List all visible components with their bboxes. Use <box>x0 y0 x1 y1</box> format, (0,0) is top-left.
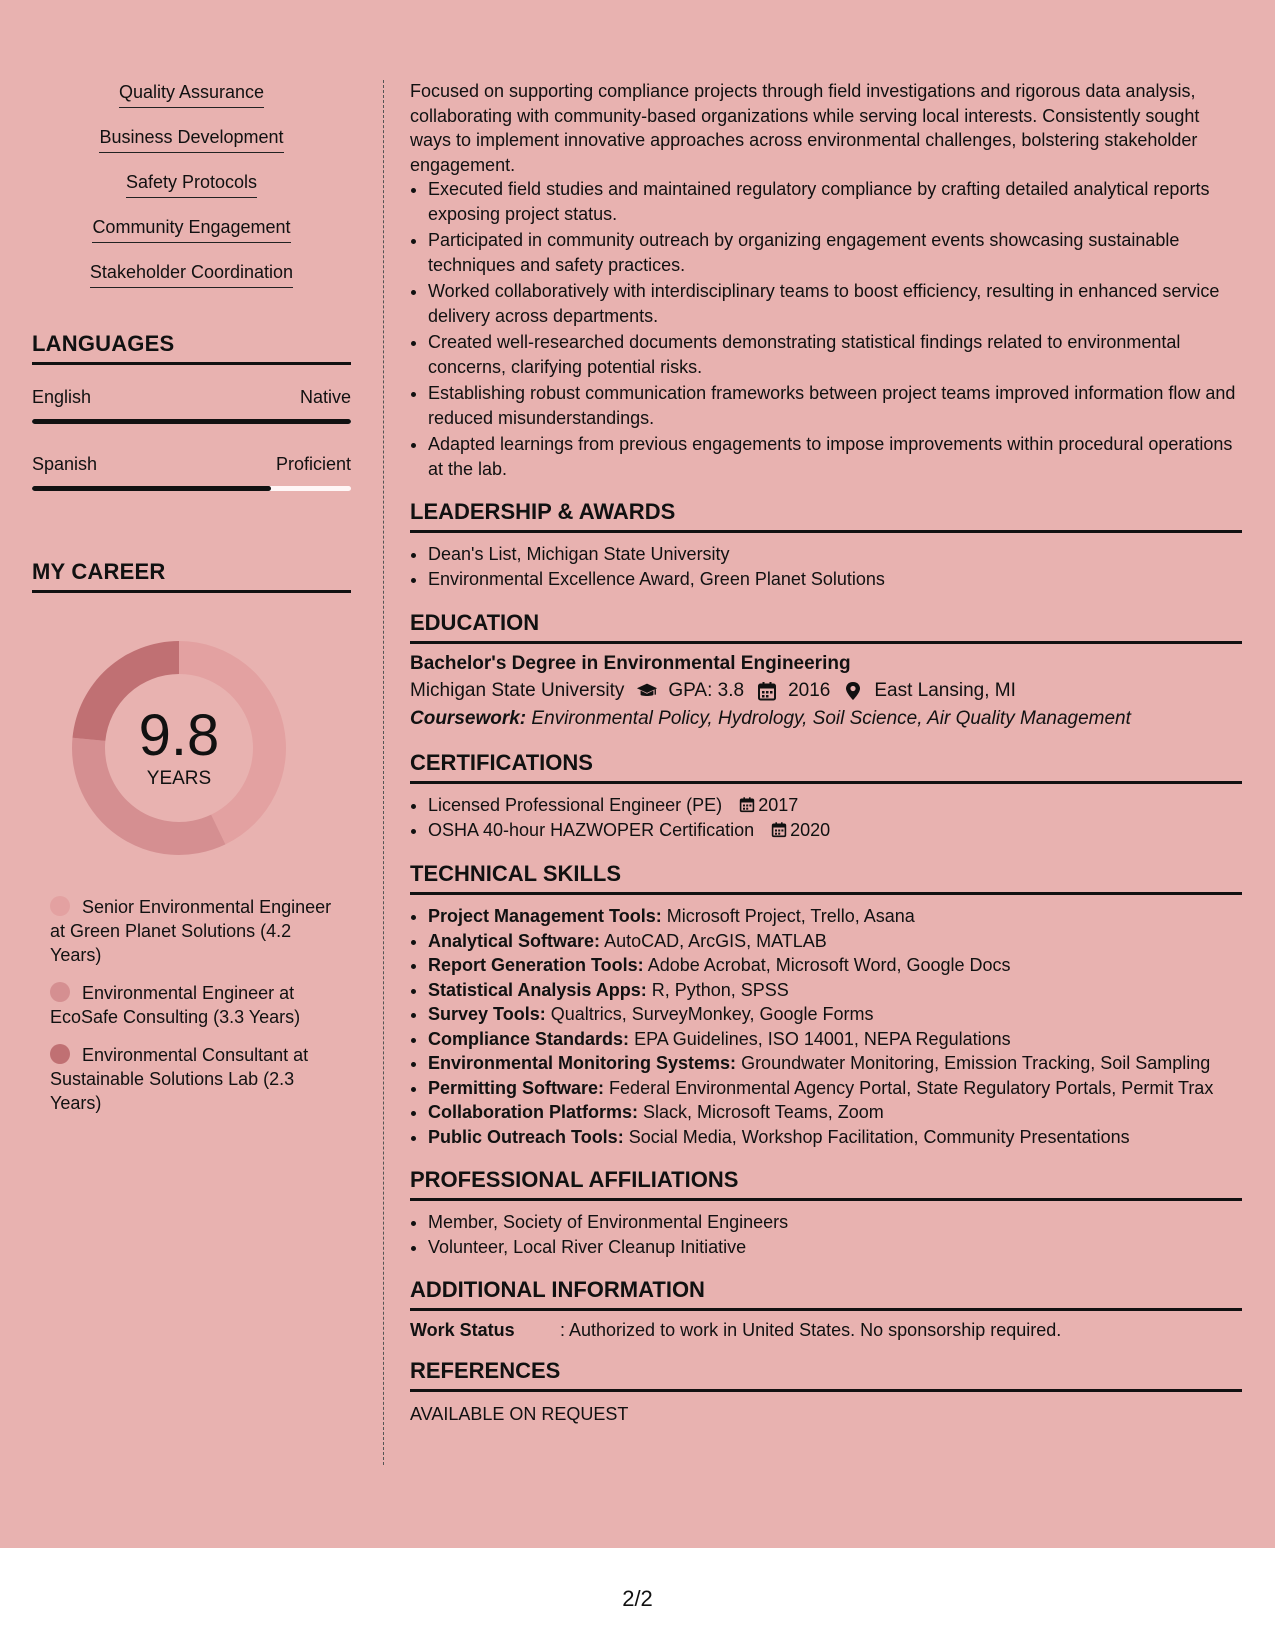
skill-value: Qualtrics, SurveyMonkey, Google Forms <box>550 1004 874 1024</box>
language-bar-fill <box>32 419 351 424</box>
calendar-icon <box>771 821 787 838</box>
legend-dot <box>50 1044 70 1064</box>
map-pin-icon <box>842 681 864 701</box>
additional-info-title: ADDITIONAL INFORMATION <box>410 1277 1242 1311</box>
strength-item: Community Engagement <box>32 217 351 262</box>
language-level: Native <box>299 387 351 407</box>
references-title: REFERENCES <box>410 1358 1242 1392</box>
experience-bullet: • Executed field studies and maintained regulatory compliance by crafting detailed analytical reports exposing project status. <box>428 177 1242 226</box>
skill-label: Survey Tools: <box>428 1004 546 1024</box>
certifications-list <box>410 793 1242 842</box>
education-school: Michigan State University <box>410 680 625 701</box>
experience-bullet: • Created well-researched documents demonstrating statistical findings related to environmental concerns, clarifying potential risks. <box>428 330 1242 379</box>
technical-skill-item <box>428 1002 1242 1027</box>
graduation-cap-icon <box>636 681 658 701</box>
leadership-item: • Environmental Excellence Award, Green Planet Solutions <box>428 567 1242 592</box>
skill-value: EPA Guidelines, ISO 14001, NEPA Regulations <box>634 1028 1011 1049</box>
skill-value: Microsoft Project, Trello, Asana <box>666 906 915 926</box>
work-status-label: Work Status <box>410 1320 515 1340</box>
language-name: English <box>32 387 92 407</box>
skill-label: Report Generation Tools: <box>428 955 644 975</box>
legend-item: Environmental Engineer at EcoSafe Consulting (3.3 Years) <box>50 983 301 1027</box>
affiliations-list <box>410 1210 1242 1259</box>
references-text: AVAILABLE ON REQUEST <box>410 1404 629 1424</box>
technical-skill-item <box>428 953 1242 978</box>
legend-dot <box>50 982 70 1002</box>
career-total-value: 9.8 <box>138 703 220 768</box>
strengths-list <box>32 82 351 307</box>
certification-item: • Licensed Professional Engineer (PE) 2017 <box>428 793 1242 818</box>
left-column <box>32 82 351 1129</box>
technical-skill-item <box>428 978 1242 1003</box>
technical-skills-list <box>410 904 1242 1149</box>
experience-bullet: • Adapted learnings from previous engagements to impose improvements within procedural operations at the lab. <box>428 432 1242 481</box>
experience-summary: Focused on supporting compliance projects through field investigations and rigorous data analysis, collaborating with community-based organizations while serving local interests. Consistently sought ways to implement innovative approaches across environmental challenges, bolstering stakeholder engagement. <box>410 81 1200 175</box>
technical-skills-title: TECHNICAL SKILLS <box>410 861 1242 895</box>
skill-value: Slack, Microsoft Teams, Zoom <box>643 1102 884 1122</box>
skill-label: Statistical Analysis Apps: <box>428 979 647 1000</box>
career-donut-chart <box>64 633 294 863</box>
calendar-icon <box>739 796 755 813</box>
strength-item: Safety Protocols <box>32 172 351 217</box>
certification-year: 2017 <box>758 795 799 815</box>
skill-label: Analytical Software: <box>428 930 601 951</box>
skill-value: Social Media, Workshop Facilitation, Community Presentations <box>628 1126 1130 1147</box>
experience-bullet: • Establishing robust communication frameworks between project teams improved information flow and reduced misunderstandings. <box>428 381 1242 430</box>
language-name: Spanish <box>32 454 98 474</box>
legend-dot <box>50 896 70 916</box>
legend-item: Environmental Consultant at Sustainable Solutions Lab (2.3 Years) <box>50 1045 309 1113</box>
language-item <box>32 454 351 491</box>
experience-bullets <box>410 177 1242 481</box>
calendar-icon <box>756 681 778 701</box>
language-bar <box>32 419 351 424</box>
language-item <box>32 387 351 424</box>
skill-value: AutoCAD, ArcGIS, MATLAB <box>604 930 827 951</box>
technical-skill-item <box>428 904 1242 929</box>
language-level: Proficient <box>275 454 351 474</box>
certifications-title: CERTIFICATIONS <box>410 750 1242 784</box>
skill-value: R, Python, SPSS <box>651 979 789 1000</box>
education-gpa: GPA: 3.8 <box>668 680 745 701</box>
coursework-value: Environmental Policy, Hydrology, Soil Science, Air Quality Management <box>531 708 1131 729</box>
career-legend <box>50 895 340 1115</box>
work-status-row <box>410 1320 1242 1341</box>
affiliation-item: • Volunteer, Local River Cleanup Initiative <box>428 1235 1242 1260</box>
skill-label: Compliance Standards: <box>428 1028 630 1049</box>
affiliation-item: • Member, Society of Environmental Engineers <box>428 1210 1242 1235</box>
skill-value: Adobe Acrobat, Microsoft Word, Google Docs <box>647 955 1011 975</box>
skill-label: Environmental Monitoring Systems: <box>428 1053 737 1073</box>
technical-skill-item <box>428 1027 1242 1052</box>
experience-bullet: • Participated in community outreach by organizing engagement events showcasing sustainable techniques and safety practices. <box>428 228 1242 277</box>
leadership-item: • Dean's List, Michigan State University <box>428 542 1242 567</box>
column-divider <box>383 80 384 1465</box>
legend-item: Senior Environmental Engineer at Green Planet Solutions (4.2 Years) <box>50 897 332 965</box>
education-location: East Lansing, MI <box>874 680 1016 701</box>
strength-item: Quality Assurance <box>32 82 351 127</box>
technical-skill-item <box>428 1100 1242 1125</box>
leadership-list <box>410 542 1242 591</box>
career-title: MY CAREER <box>32 559 351 593</box>
education-coursework <box>410 708 1242 730</box>
skill-value: Groundwater Monitoring, Emission Tracking, Soil Sampling <box>741 1053 1211 1073</box>
skill-value: Federal Environmental Agency Portal, State Regulatory Portals, Permit Trax <box>609 1077 1214 1098</box>
skill-label: Permitting Software: <box>428 1077 605 1098</box>
language-bar-fill <box>32 486 271 491</box>
language-bar <box>32 486 351 491</box>
strength-item: Business Development <box>32 127 351 172</box>
skill-label: Public Outreach Tools: <box>428 1126 624 1147</box>
strength-item: Stakeholder Coordination <box>32 262 351 307</box>
education-details <box>410 680 1242 702</box>
technical-skill-item <box>428 1125 1242 1150</box>
technical-skill-item <box>428 1051 1242 1076</box>
right-column <box>410 79 1242 1425</box>
skill-label: Collaboration Platforms: <box>428 1102 639 1122</box>
career-total-unit: YEARS <box>146 768 212 789</box>
education-year: 2016 <box>788 680 831 701</box>
leadership-title: LEADERSHIP & AWARDS <box>410 499 1242 533</box>
technical-skill-item <box>428 929 1242 954</box>
work-status-value: : Authorized to work in United States. No sponsorship required. <box>560 1320 1062 1340</box>
education-degree: Bachelor's Degree in Environmental Engineering <box>410 653 851 674</box>
education-title: EDUCATION <box>410 610 1242 644</box>
skill-label: Project Management Tools: <box>428 906 662 926</box>
certification-item: • OSHA 40-hour HAZWOPER Certification 2020 <box>428 818 1242 843</box>
affiliations-title: PROFESSIONAL AFFILIATIONS <box>410 1167 1242 1201</box>
languages-title: LANGUAGES <box>32 331 351 365</box>
page-number: 2/2 <box>622 1586 653 1611</box>
coursework-label: Coursework: <box>410 708 527 729</box>
certification-year: 2020 <box>790 819 831 840</box>
page-footer <box>0 1548 1275 1650</box>
experience-bullet: • Worked collaboratively with interdisciplinary teams to boost efficiency, resulting in enhanced service delivery across departments. <box>428 279 1242 328</box>
technical-skill-item <box>428 1076 1242 1101</box>
